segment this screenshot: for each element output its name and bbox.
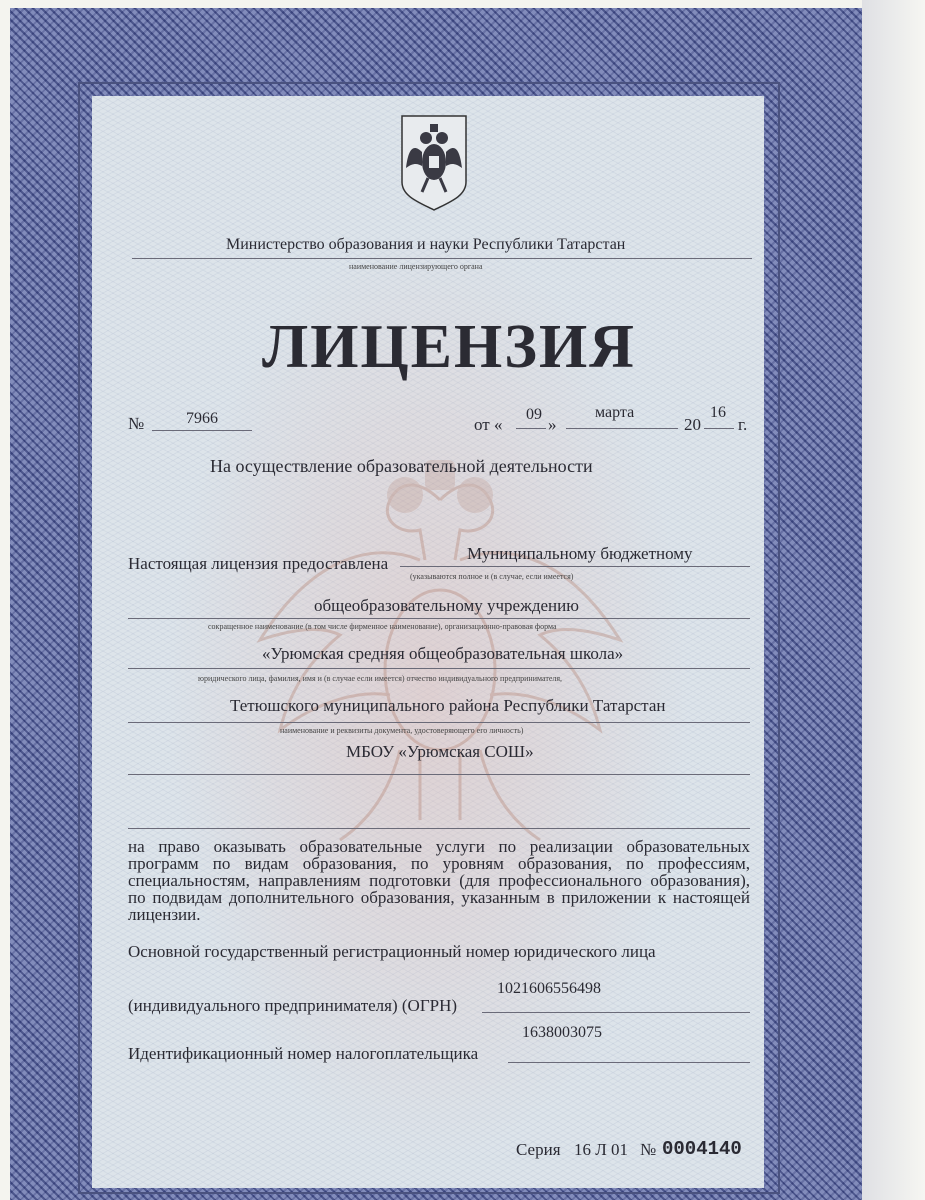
date-from-label: от « [474, 415, 503, 434]
inn-value: 1638003075 [522, 1024, 602, 1041]
ogrn-underline [482, 1012, 750, 1013]
authority-underline [132, 258, 752, 259]
licensee-line-2: общеобразовательному учреждению [314, 596, 579, 615]
number-underline [152, 430, 252, 431]
series-number-label: № [640, 1140, 657, 1159]
date-day: 09 [526, 406, 542, 423]
license-number: 7966 [186, 410, 218, 427]
series-label: Серия [516, 1140, 561, 1159]
licensee-line-4: Тетюшского муниципального района Республики Татарстан [230, 696, 666, 715]
ogrn-value: 1021606556498 [497, 980, 601, 997]
licensing-authority: Министерство образования и науки Республики Татарстан [226, 236, 626, 253]
rights-paragraph: на право оказывать образовательные услуги по реализации образовательных программ по видам образования, по уровням образования, по профессиям, специальностям, направлениям подготовки (для профессионального образования), по подвидам дополнительного образования, указанным в приложении к настоящей лицензии. [128, 837, 750, 924]
date-close-quote: » [548, 415, 557, 434]
number-label: № [128, 414, 145, 433]
licensee-label: Настоящая лицензия предоставлена [128, 554, 389, 573]
year-label: г. [738, 415, 748, 434]
scan-margin [862, 0, 925, 1200]
licensee-underline-6 [128, 828, 750, 829]
series-number: 0004140 [662, 1138, 742, 1160]
ogrn-label-2: (индивидуального предпринимателя) (ОГРН) [128, 996, 458, 1015]
date-month: марта [595, 404, 635, 421]
inn-underline [508, 1062, 750, 1063]
licensee-caption-2: сокращенное наименование (в том числе фирменное наименование), организационно-правовая форма [208, 622, 557, 631]
licensee-underline-2 [128, 618, 750, 619]
licensee-line-3: «Урюмская средняя общеобразовательная школа» [262, 644, 624, 663]
year-prefix: 20 [684, 415, 701, 434]
licensee-caption-4: наименование и реквизиты документа, удостоверяющего его личность) [280, 726, 524, 735]
ogrn-label-1: Основной государственный регистрационный номер юридического лица [128, 942, 656, 961]
day-underline [516, 428, 546, 429]
licensee-underline-3 [128, 668, 750, 669]
year-suffix: 16 [710, 404, 726, 421]
license-purpose: На осуществление образовательной деятельности [210, 456, 593, 476]
document-title: ЛИЦЕНЗИЯ [262, 313, 636, 381]
licensee-underline-1 [400, 566, 750, 567]
inn-label: Идентификационный номер налогоплательщика [128, 1044, 479, 1063]
licensee-underline-5 [128, 774, 750, 775]
authority-caption: наименование лицензирующего органа [349, 262, 483, 271]
coat-of-arms-icon [398, 112, 470, 212]
series-value: 16 Л 01 [574, 1140, 629, 1159]
month-underline [566, 428, 678, 429]
year-underline [704, 428, 734, 429]
licensee-caption-3: юридического лица, фамилия, имя и (в случае если имеется) отчество индивидуального предпринимателя, [198, 674, 563, 683]
licensee-line-1: Муниципальному бюджетному [467, 544, 693, 563]
licensee-short-name: МБОУ «Урюмская СОШ» [346, 742, 534, 761]
licensee-underline-4 [128, 722, 750, 723]
licensee-caption-1: (указываются полное и (в случае, если имеется) [410, 572, 574, 581]
